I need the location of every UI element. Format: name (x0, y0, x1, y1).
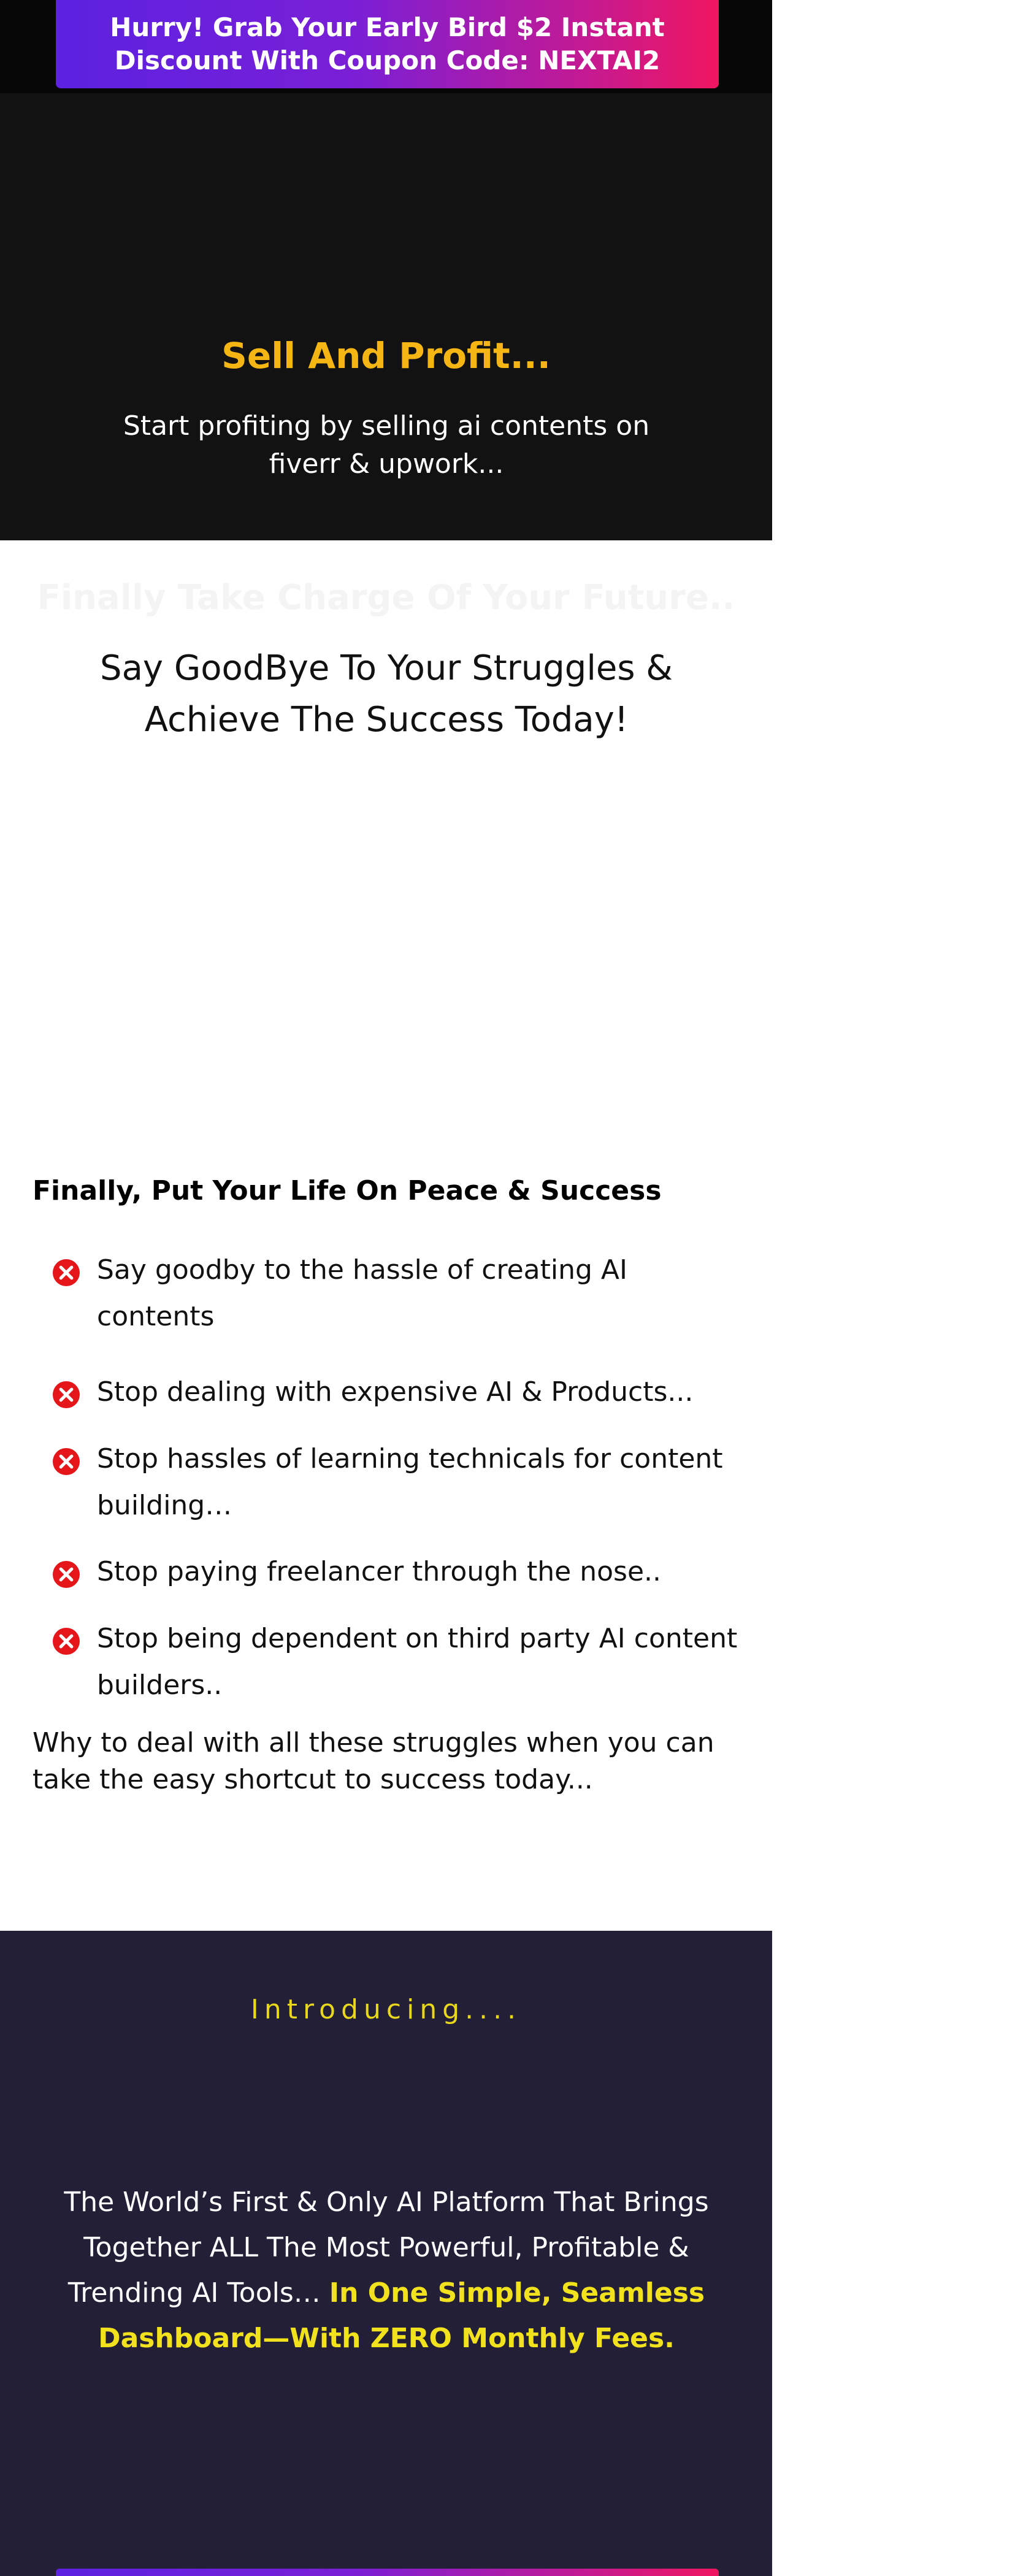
closing-text: Why to deal with all these struggles when you can take the easy shortcut to success today... (33, 1727, 714, 1795)
hero-subtitle: Start profiting by selling ai contents on fiverr & upwork... (123, 410, 650, 480)
faded-heading: Finally Take Charge Of Your Future.. (37, 578, 735, 618)
list-item-text: Stop being dependent on third party AI content builders.. (97, 1623, 738, 1701)
list-item (52, 1436, 738, 1529)
list-item (52, 1369, 738, 1416)
x-circle-icon (52, 1380, 81, 1409)
promo-banner[interactable] (56, 0, 719, 88)
intro-description (43, 2180, 730, 2361)
cta-banner-edge[interactable] (56, 2569, 719, 2576)
promo-text: Hurry! Grab Your Early Bird $2 Instant Discount With Coupon Code: NEXTAI2 (110, 12, 665, 75)
goodbye-heading: Say GoodBye To Your Struggles & Achieve The Success Today! (100, 648, 673, 740)
x-circle-icon (52, 1258, 81, 1287)
x-circle-icon (52, 1447, 81, 1476)
list-item-text: Say goodby to the hassle of creating AI contents (97, 1254, 628, 1332)
peace-heading: Finally, Put Your Life On Peace & Success (33, 1175, 662, 1206)
list-item (52, 1247, 738, 1340)
list-item-text: Stop paying freelancer through the nose.. (97, 1556, 661, 1587)
introducing-label: Introducing.... (250, 1994, 522, 2025)
intro-text-highlight: In One Simple, Seamless Dashboard—With ZERO Monthly Fees. (98, 2277, 705, 2354)
list-item (52, 1549, 738, 1595)
x-circle-icon (52, 1560, 81, 1589)
hero-title: Sell And Profit... (221, 335, 551, 377)
list-item-text: Stop hassles of learning technicals for content building… (97, 1443, 723, 1521)
list-item-text: Stop dealing with expensive AI & Products... (97, 1376, 694, 1408)
intro-text-plain: The World’s First & Only AI Platform That Brings Together ALL The Most Powerful, Profitable & Trending AI Tools… (64, 2187, 709, 2309)
x-circle-icon (52, 1627, 81, 1656)
hero-section (0, 0, 772, 540)
list-item (52, 1616, 738, 1709)
